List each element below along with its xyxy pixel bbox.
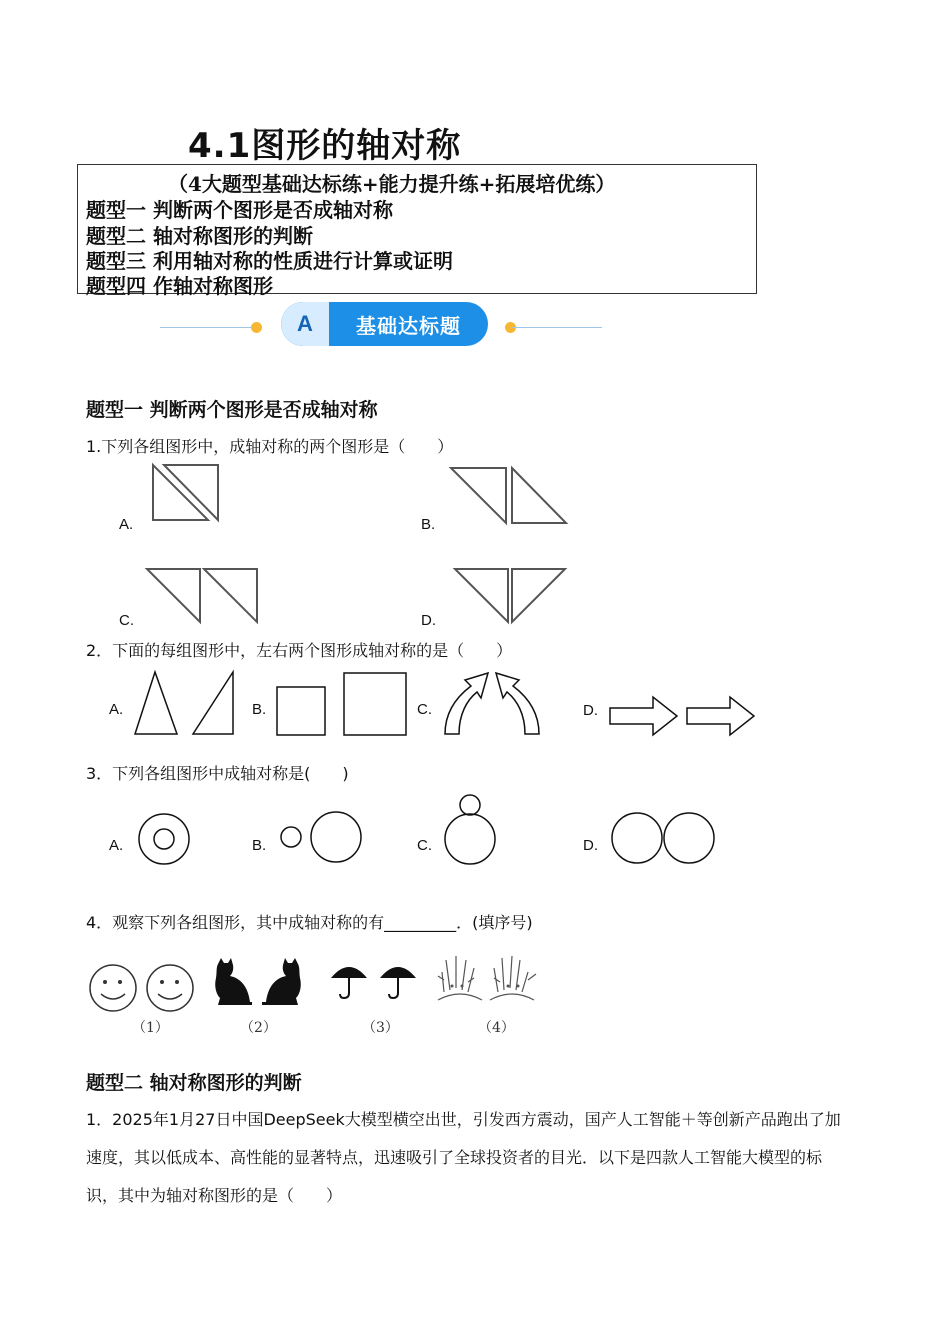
banner-label: 基础达标题 <box>356 313 461 338</box>
s2-question-1-line-1: 1．2025年1月27日中国DeepSeek大模型横空出世，引发西方震动，国产人工智能＋等创新产品跑出了加 <box>86 1110 841 1129</box>
question-4-stem: 4．观察下列各组图形，其中成轴对称的有_________．(填序号) <box>86 913 533 932</box>
q4-caption-1: （1） <box>132 1020 169 1036</box>
banner-pill <box>281 302 488 346</box>
s2-question-1-line-2: 速度，其以低成本、高性能的显著特点，迅速吸引了全球投资者的目光．以下是四款人工智能大模型的标 <box>86 1148 823 1167</box>
q3-figure-d <box>611 811 719 867</box>
q3-option-b: B. <box>252 837 267 854</box>
banner-letter: A <box>281 302 329 346</box>
q3-option-d: D. <box>583 837 598 854</box>
q4-caption-2: （2） <box>240 1020 277 1036</box>
q2-figure-c <box>441 670 545 736</box>
q2-option-d: D. <box>583 702 598 719</box>
q4-caption-3: （3） <box>362 1020 399 1036</box>
q2-figure-b <box>276 672 408 736</box>
q2-option-c: C. <box>417 701 432 718</box>
banner-line-left <box>160 327 260 328</box>
q1-figure-d <box>452 566 570 624</box>
s2-question-1-line-3: 识，其中为轴对称图形的是（ ） <box>86 1186 343 1205</box>
q2-figure-a <box>133 670 239 736</box>
q3-figure-a <box>137 812 193 868</box>
type-2: 题型二 轴对称图形的判断 <box>86 224 313 248</box>
q1-figure-a <box>150 462 222 524</box>
q1-option-a: A. <box>119 516 134 533</box>
q2-figure-d <box>609 695 757 737</box>
q4-figure-umbrellas <box>330 960 420 1002</box>
q1-option-c: C. <box>119 612 134 629</box>
section-heading-2: 题型二 轴对称图形的判断 <box>86 1072 302 1094</box>
q4-figure-cats <box>212 958 304 1006</box>
question-1-stem: 1.下列各组图形中，成轴对称的两个图形是（ ） <box>86 437 454 456</box>
q3-option-c: C. <box>417 837 432 854</box>
type-4: 题型四 作轴对称图形 <box>86 274 273 298</box>
q1-option-d: D. <box>421 612 436 629</box>
page-title: 4.1图形的轴对称 <box>188 126 462 166</box>
q4-caption-4: （4） <box>478 1020 515 1036</box>
q4-figure-sketches <box>430 952 546 1004</box>
q1-figure-c <box>144 566 262 624</box>
subtitle: （4大题型基础达标练+能力提升练+拓展培优练） <box>168 172 616 196</box>
type-1: 题型一 判断两个图形是否成轴对称 <box>86 198 393 222</box>
q3-figure-c <box>442 793 498 867</box>
question-2-stem: 2．下面的每组图形中，左右两个图形成轴对称的是（ ） <box>86 641 513 660</box>
q3-figure-b <box>280 811 366 867</box>
banner-line-right <box>512 327 602 328</box>
q2-option-a: A. <box>109 701 124 718</box>
q3-option-a: A. <box>109 837 124 854</box>
q1-figure-b <box>448 465 570 527</box>
q1-option-b: B. <box>421 516 436 533</box>
banner-dot-left <box>251 322 262 333</box>
type-3: 题型三 利用轴对称的性质进行计算或证明 <box>86 249 453 273</box>
section-heading-1: 题型一 判断两个图形是否成轴对称 <box>86 399 378 421</box>
question-3-stem: 3．下列各组图形中成轴对称是( ) <box>86 764 349 783</box>
q2-option-b: B. <box>252 701 267 718</box>
q4-figure-smileys <box>88 962 198 1014</box>
